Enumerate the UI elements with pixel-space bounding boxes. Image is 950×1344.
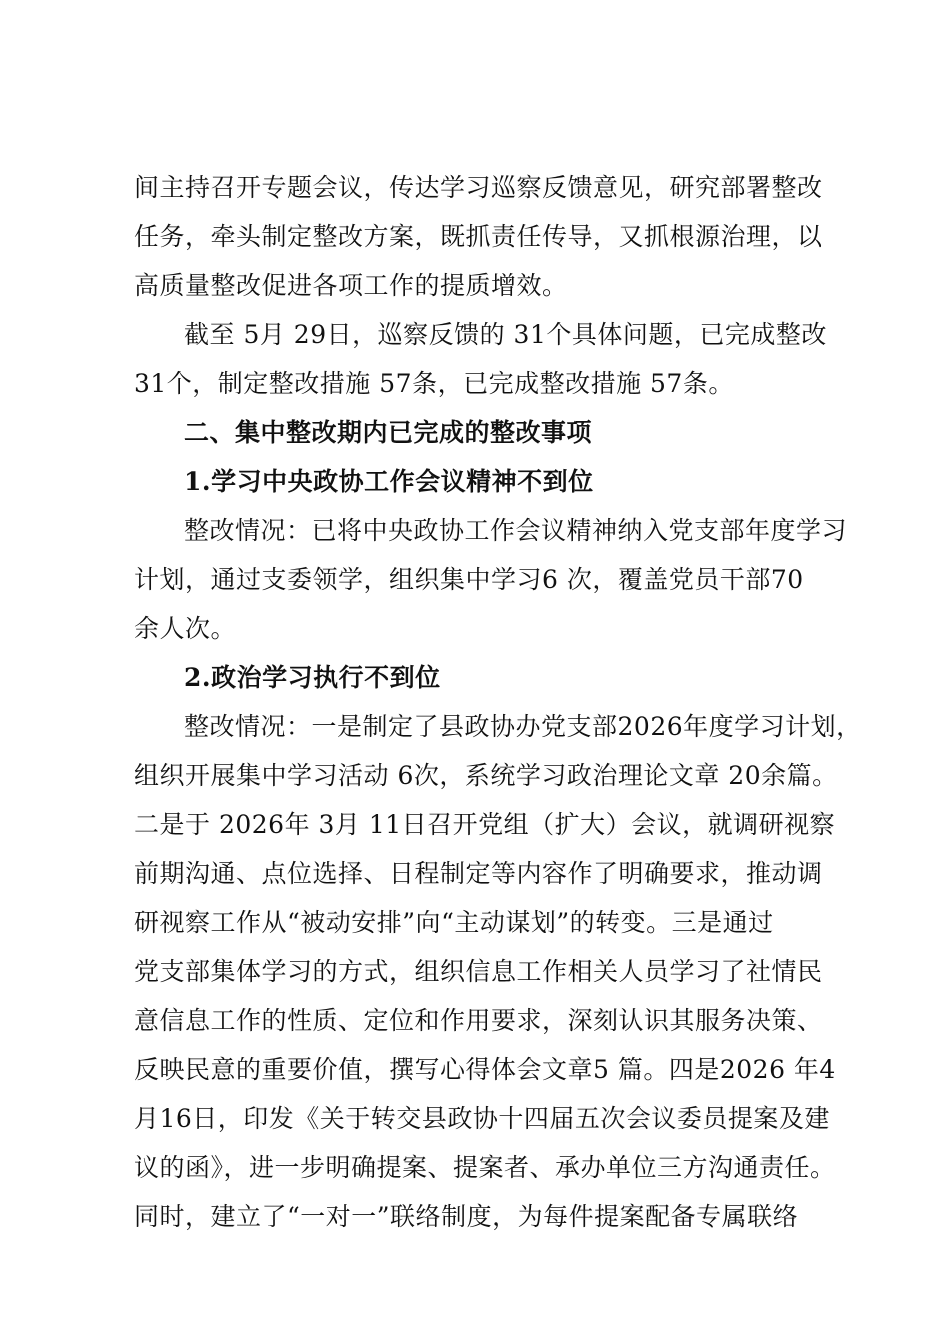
text-line: 二是于 2026年 3月 11日召开党组（扩大）会议，就调研视察 xyxy=(134,810,836,839)
text-line: 计划，通过支委领学，组织集中学习6 次，覆盖党员干部70 xyxy=(134,565,804,594)
text-line: 组织开展集中学习活动 6次，系统学习政治理论文章 20余篇。 xyxy=(134,761,838,790)
text-line: 整改情况：已将中央政协工作会议精神纳入党支部年度学习 xyxy=(184,516,848,545)
text-line: 整改情况：一是制定了县政协办党支部2026年度学习计划， xyxy=(184,712,862,741)
text-line: 31个，制定整改措施 57条，已完成整改措施 57条。 xyxy=(134,369,734,398)
text-line: 间主持召开专题会议，传达学习巡察反馈意见，研究部署整改 xyxy=(134,173,823,202)
text-line: 反映民意的重要价值，撰写心得体会文章5 篇。四是2026 年4 xyxy=(134,1055,836,1084)
text-line: 意信息工作的性质、定位和作用要求，深刻认识其服务决策、 xyxy=(134,1006,823,1035)
text-line: 前期沟通、点位选择、日程制定等内容作了明确要求，推动调 xyxy=(134,859,823,888)
text-line: 任务，牵头制定整改方案，既抓责任传导，又抓根源治理，以 xyxy=(134,222,823,251)
text-line: 截至 5月 29日，巡察反馈的 31个具体问题，已完成整改 xyxy=(184,320,827,349)
text-line: 余人次。 xyxy=(134,614,237,643)
text-line: 党支部集体学习的方式，组织信息工作相关人员学习了社情民 xyxy=(134,957,823,986)
text-line: 高质量整改促进各项工作的提质增效。 xyxy=(134,271,568,300)
section-heading: 二、集中整改期内已完成的整改事项 xyxy=(184,418,593,447)
text-line: 同时，建立了“一对一”联络制度，为每件提案配备专属联络 xyxy=(134,1202,799,1231)
item-heading: 1.学习中央政协工作会议精神不到位 xyxy=(184,467,594,496)
text-line: 议的函》，进一步明确提案、提案者、承办单位三方沟通责任。 xyxy=(134,1153,836,1182)
text-line: 研视察工作从“被动安排”向“主动谋划”的转变。三是通过 xyxy=(134,908,774,937)
item-heading: 2.政治学习执行不到位 xyxy=(184,663,441,692)
text-line: 月16日，印发《关于转交县政协十四届五次会议委员提案及建 xyxy=(134,1104,830,1133)
